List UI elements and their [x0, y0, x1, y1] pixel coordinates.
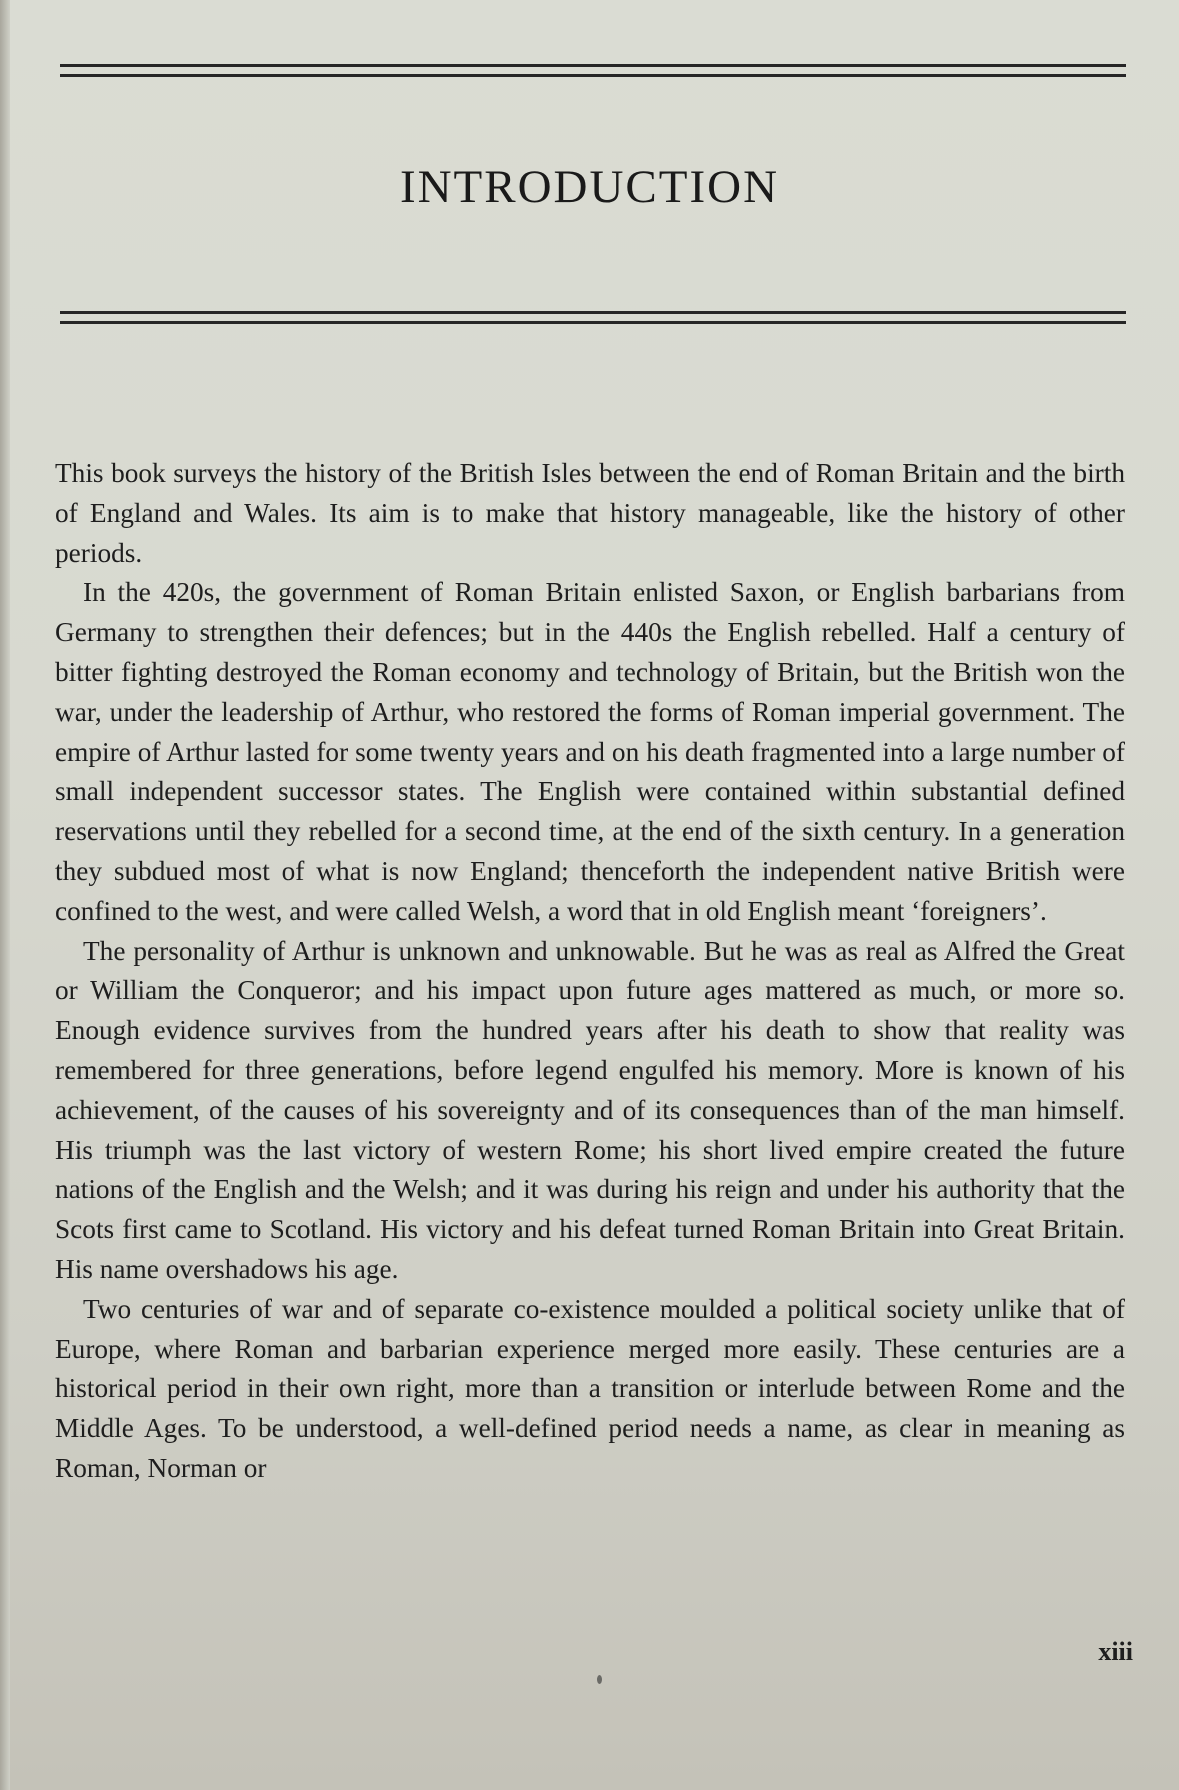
body-text — [55, 454, 1125, 1489]
paper-speck — [597, 1675, 602, 1684]
rule-line — [60, 311, 1126, 314]
paragraph: In the 420s, the government of Roman Britain enlisted Saxon, or English barbarians from Germany to strengthen their defences; but in the 440s the English rebelled. Half a century of bitter fighting destroyed the Roman economy and technology of Britain, but the British won the war, under the leadership of Arthur, who restored the forms of Roman imperial government. The empire of Arthur lasted for some twenty years and on his death fragmented into a large number of small independent successor states. The English were contained within substantial defined reservations until they rebelled for a second time, at the end of the sixth century. In a generation they subdued most of what is now England; thenceforth the independent native British were confined to the west, and were called Welsh, a word that in old English meant ‘foreigners’. — [55, 577, 1125, 926]
bottom-double-rule — [60, 311, 1126, 331]
rule-line — [60, 321, 1126, 324]
top-double-rule — [60, 64, 1126, 84]
book-spine-shadow — [0, 0, 10, 1790]
rule-line — [60, 64, 1126, 67]
rule-line — [60, 74, 1126, 77]
chapter-title: INTRODUCTION — [399, 161, 780, 213]
paragraph: The personality of Arthur is unknown and unknowable. But he was as real as Alfred the Great or William the Conqueror; and his impact upon future ages mattered as much, or more so. Enough evidence survives from the hundred years after his death to show that reality was remembered for three generations, before legend engulfed his memory. More is known of his achievement, of the causes of his sovereignty and of its consequences than of the man himself. His triumph was the last victory of western Rome; his short lived empire created the future nations of the English and the Welsh; and it was during his reign and under his authority that the Scots first came to Scotland. His victory and his defeat turned Roman Britain into Great Britain. His name overshadows his age. — [55, 935, 1125, 1284]
paragraph: Two centuries of war and of separate co-existence moulded a political society unlike that of Europe, where Roman and barbarian experience merged more easily. These centuries are a historical period in their own right, more than a transition or interlude between Rome and the Middle Ages. To be understood, a well-defined period needs a name, as clear in meaning as Roman, Norman or — [55, 1293, 1125, 1483]
paragraph: This book surveys the history of the British Isles between the end of Roman Britain and the birth of England and Wales. Its aim is to make that history manageable, like the history of other periods. — [55, 458, 1125, 568]
page-number: xiii — [1098, 1637, 1133, 1666]
